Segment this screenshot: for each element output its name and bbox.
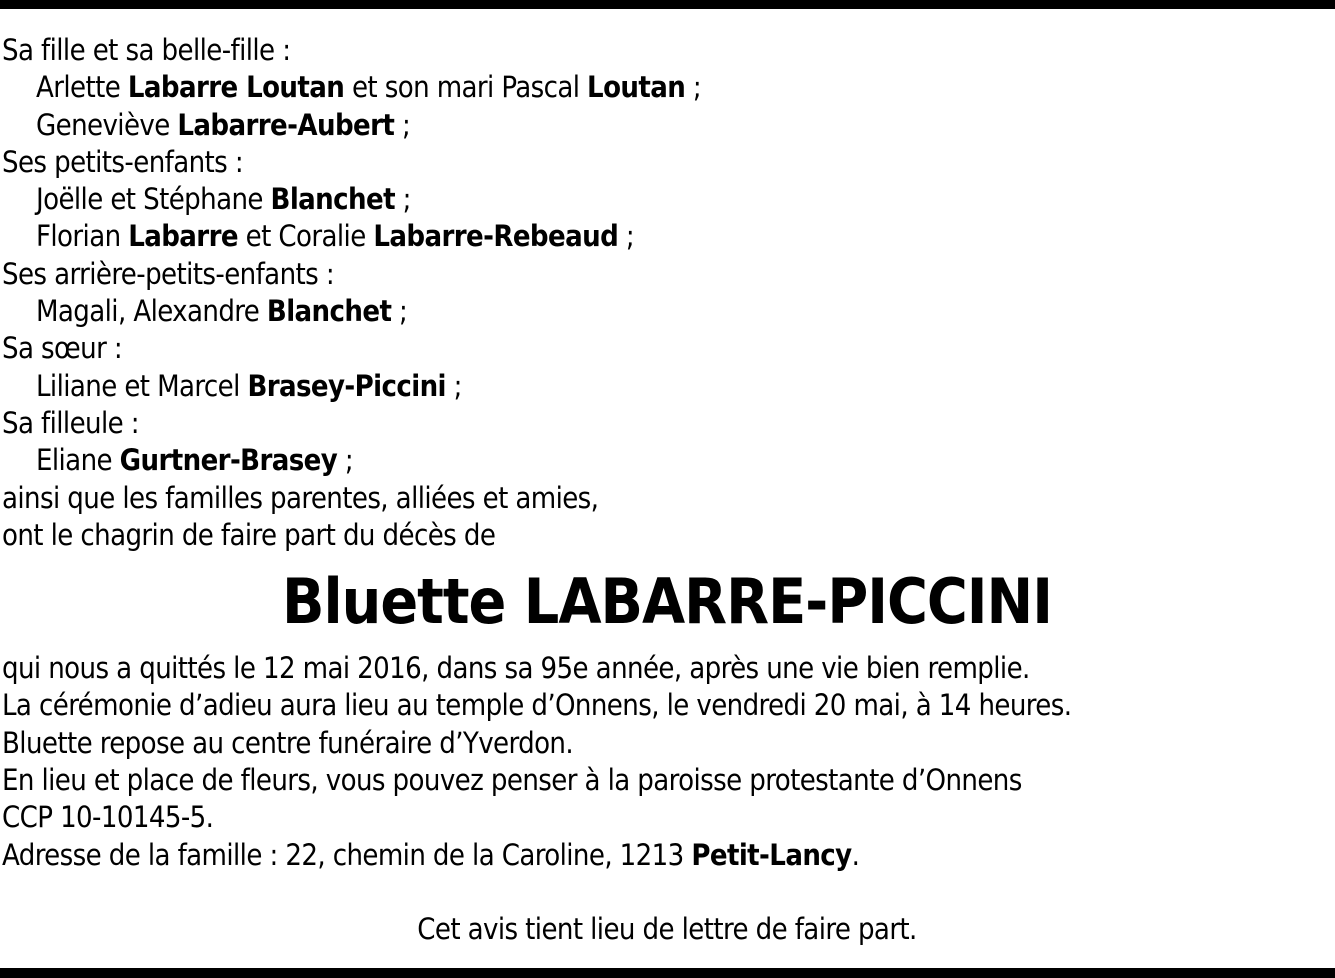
member-text: ; [394,182,411,217]
member-text: ; [391,294,408,329]
member-surname: Labarre-Rebeaud [373,219,619,254]
relation-heading: Sa sœur : [2,331,123,366]
address-city: Petit-Lancy [691,837,852,872]
closing-note: Cet avis tient lieu de lettre de faire part. [417,911,917,946]
address-prefix: Adresse de la famille : 22, chemin de la Caroline, 1213 [2,837,692,872]
family-list [2,32,1332,480]
family-member [2,293,1332,330]
member-surname: Blanchet [270,182,395,217]
member-text: ; [685,70,702,105]
obituary-notice [2,32,1332,948]
detail-line: La cérémonie d’adieu aura lieu au temple d’Onnens, le vendredi 20 mai, à 14 heures. [2,688,1072,723]
relation-heading: Ses arrière-petits-enfants : [2,256,335,291]
member-surname: Brasey-Piccini [247,368,446,403]
member-surname: Labarre-Aubert [177,107,395,142]
member-text: ; [337,443,354,478]
member-text: Arlette [36,70,128,105]
family-member [2,69,1332,106]
family-member [2,107,1332,144]
intro-line: ainsi que les familles parentes, alliées et amies, [2,480,599,515]
member-text: Florian [36,219,129,254]
member-text: Magali, Alexandre [36,294,267,329]
member-surname: Gurtner-Brasey [119,443,338,478]
member-text: ; [394,107,411,142]
member-text: Liliane et Marcel [36,368,248,403]
member-text: Geneviève [36,107,178,142]
bottom-border-rule [0,968,1335,978]
member-surname: Loutan [587,70,686,105]
family-address [2,837,1332,874]
relation-heading: Sa filleule : [2,405,139,440]
top-border-rule [0,0,1335,9]
member-text: et Coralie [237,219,374,254]
relation-heading: Sa fille et sa belle-fille : [2,33,291,67]
address-suffix: . [851,837,860,872]
family-member [2,181,1332,218]
family-member [2,218,1332,255]
member-surname: Labarre [128,219,238,254]
relation-heading: Ses petits-enfants : [2,144,244,179]
member-surname: Labarre Loutan [127,70,345,105]
detail-line: En lieu et place de fleurs, vous pouvez penser à la paroisse protestante d’Onnens [2,763,1022,798]
member-text: ; [445,368,462,403]
detail-line: CCP 10-10145-5. [2,800,214,835]
family-member [2,442,1332,479]
family-member [2,368,1332,405]
deceased-name: Bluette LABARRE-PICCINI [282,565,1052,639]
detail-line: qui nous a quittés le 12 mai 2016, dans sa 95e année, après une vie bien remplie. [2,651,1030,686]
member-text: Eliane [36,443,120,478]
member-text: Joëlle et Stéphane [36,182,271,217]
member-surname: Blanchet [266,294,392,329]
member-text: et son mari Pascal [344,70,588,105]
intro-line: ont le chagrin de faire part du décès de [2,517,496,552]
detail-line: Bluette repose au centre funéraire d’Yverdon. [2,725,574,760]
member-text: ; [618,219,635,254]
